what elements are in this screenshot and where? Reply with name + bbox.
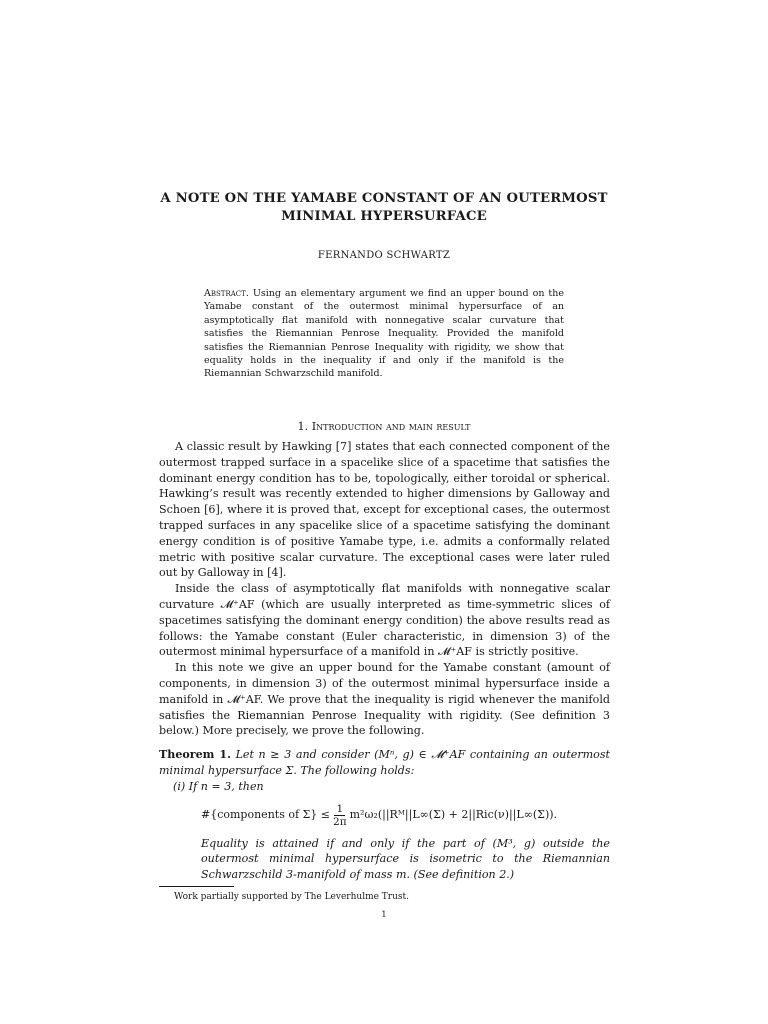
abstract (204, 287, 564, 381)
paper-title (150, 190, 618, 226)
equation-rhs: m²ω₂(||Rᴹ||L∞(Σ) + 2||Ric(ν)||L∞(Σ)). (349, 808, 558, 822)
paragraph-1: A classic result by Hawking [7] states that each connected component of the outermost trapped surface in a spacelike slice of a spacetime that satisfies the dominant energy condition has to be, topologically, either toroidal or spherical. Hawking’s result was recently extended to higher dimensions by Galloway and Schoen [6], where it is proved that, except for exceptional cases, the outermost trapped surfaces in any spacelike slice of a spacetime satisfying the dominant energy condition is of positive Yamabe type, i.e. admits a conformally related metric with positive scalar curvature. The exceptional cases were later ruled out by Galloway in [4]. (159, 440, 610, 580)
body-text (159, 439, 610, 883)
equation-lhs: #{components of Σ} ≤ (201, 808, 331, 822)
paragraph-2: Inside the class of asymptotically flat manifolds with nonnegative scalar curvature 𝓜⁺AF (which are usually interpreted as time-symmetric slices of spacetimes satisfying the dominant energy condition) the above results read as follows: the Yamabe constant (Euler characteristic, in dimension 3) of the outermost minimal hypersurface of a manifold in 𝓜⁺AF is strictly positive. (159, 582, 610, 659)
title-line-1: A NOTE ON THE YAMABE CONSTANT OF AN OUTERMOST (160, 191, 608, 206)
title-line-2: MINIMAL HYPERSURFACE (281, 209, 487, 224)
paragraph-3: In this note we give an upper bound for the Yamabe constant (amount of components, in dimension 3) of the outermost minimal hypersurface inside a manifold in 𝓜⁺AF. We prove that the inequality is rigid whenever the manifold satisfies the Riemannian Penrose Inequality with rigidity. (See definition 3 below.) More precisely, we prove the following. (159, 661, 610, 738)
footnote: Work partially supported by The Leverhulme Trust. (174, 892, 409, 902)
abstract-lead: Abstract. (204, 288, 249, 299)
theorem-label: Theorem 1. (159, 748, 231, 762)
equation-fraction (333, 803, 347, 828)
fraction-numerator: 1 (336, 802, 344, 815)
main-inequality (201, 803, 610, 828)
abstract-text: Using an elementary argument we find an upper bound on the Yamabe constant of the outermost minimal hypersurface of an asymptotically flat manifold with nonnegative scalar curvature that satisfies the Riemannian Penrose Inequality. Provided the manifold satisfies the Riemannian Penrose Inequality with rigidity, we show that equality holds in the inequality if and only if the manifold is the Riemannian Schwarzschild manifold. (204, 288, 564, 380)
section-title: 1. Introduction and main result (297, 420, 471, 433)
theorem-item-i-equality: Equality is attained if and only if the part of (M³, g) outside the outermost minimal hypersurface is isometric to the Riemannian Schwarzschild 3-manifold of mass m. (See definition 2.) (201, 836, 610, 882)
theorem-item-i: (i) If n = 3, then (173, 779, 264, 793)
fraction-denominator: 2π (333, 815, 347, 828)
theorem-1 (159, 747, 610, 779)
footnote-rule (159, 886, 234, 887)
theorem-statement: Let n ≥ 3 and consider (Mⁿ, g) ∈ 𝓜⁺AF containing an outermost minimal hypersurface Σ. The following holds: (159, 748, 610, 777)
page-number: 1 (381, 910, 387, 920)
author-name: FERNANDO SCHWARTZ (317, 250, 451, 261)
